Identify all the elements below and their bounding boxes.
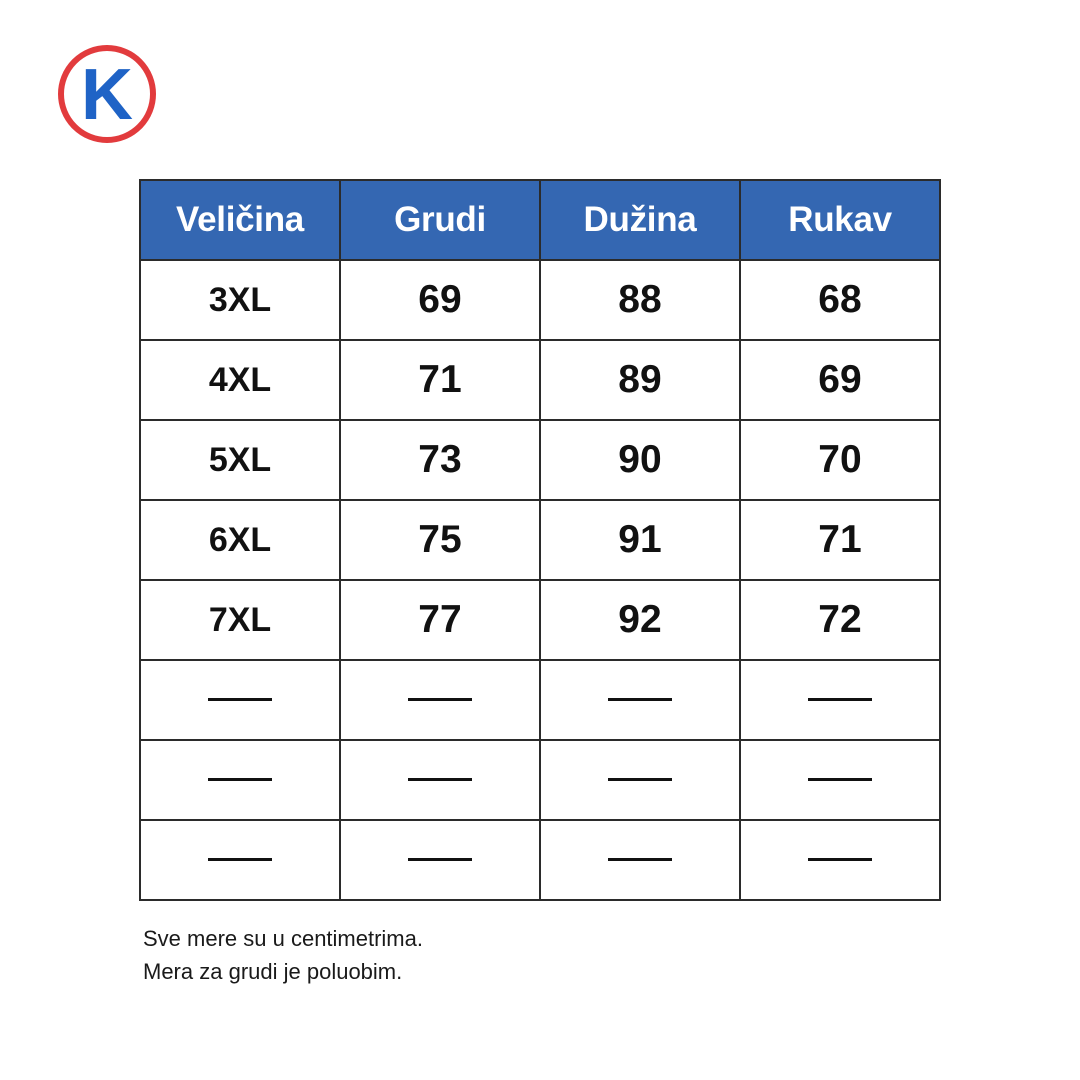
- measurement-notes: [143, 922, 423, 988]
- table-row: [140, 340, 940, 420]
- empty-cell: [140, 820, 340, 900]
- note-chest: Mera za grudi je poluobim.: [143, 959, 403, 984]
- header-grudi: Grudi: [340, 180, 540, 260]
- dash-placeholder: [608, 778, 672, 781]
- empty-cell: [740, 660, 940, 740]
- duzina-cell: 88: [540, 260, 740, 340]
- logo-letter: K: [81, 55, 133, 135]
- size-cell: 5XL: [140, 420, 340, 500]
- size-cell: 6XL: [140, 500, 340, 580]
- size-cell: 7XL: [140, 580, 340, 660]
- grudi-cell: 73: [340, 420, 540, 500]
- dash-placeholder: [208, 778, 272, 781]
- dash-placeholder: [408, 778, 472, 781]
- dash-placeholder: [808, 778, 872, 781]
- table-row: [140, 500, 940, 580]
- note-units: Sve mere su u centimetrima.: [143, 926, 423, 951]
- brand-logo: [57, 44, 157, 144]
- empty-cell: [540, 740, 740, 820]
- table-header-row: [140, 180, 940, 260]
- dash-placeholder: [408, 858, 472, 861]
- rukav-cell: 71: [740, 500, 940, 580]
- empty-cell: [740, 820, 940, 900]
- empty-table-row: [140, 660, 940, 740]
- grudi-cell: 69: [340, 260, 540, 340]
- empty-cell: [540, 660, 740, 740]
- grudi-cell: 77: [340, 580, 540, 660]
- rukav-cell: 72: [740, 580, 940, 660]
- dash-placeholder: [208, 858, 272, 861]
- empty-cell: [740, 740, 940, 820]
- table-row: [140, 260, 940, 340]
- dash-placeholder: [608, 858, 672, 861]
- dash-placeholder: [208, 698, 272, 701]
- table-row: [140, 420, 940, 500]
- duzina-cell: 89: [540, 340, 740, 420]
- table-row: [140, 580, 940, 660]
- header-velicina: Veličina: [140, 180, 340, 260]
- rukav-cell: 68: [740, 260, 940, 340]
- duzina-cell: 92: [540, 580, 740, 660]
- dash-placeholder: [808, 858, 872, 861]
- dash-placeholder: [608, 698, 672, 701]
- size-cell: 4XL: [140, 340, 340, 420]
- rukav-cell: 69: [740, 340, 940, 420]
- empty-cell: [340, 740, 540, 820]
- size-cell: 3XL: [140, 260, 340, 340]
- empty-cell: [340, 820, 540, 900]
- size-chart-table: [139, 179, 941, 901]
- empty-cell: [140, 660, 340, 740]
- rukav-cell: 70: [740, 420, 940, 500]
- header-duzina: Dužina: [540, 180, 740, 260]
- dash-placeholder: [408, 698, 472, 701]
- duzina-cell: 90: [540, 420, 740, 500]
- empty-table-row: [140, 820, 940, 900]
- empty-table-row: [140, 740, 940, 820]
- header-rukav: Rukav: [740, 180, 940, 260]
- empty-cell: [340, 660, 540, 740]
- empty-cell: [140, 740, 340, 820]
- grudi-cell: 71: [340, 340, 540, 420]
- duzina-cell: 91: [540, 500, 740, 580]
- empty-cell: [540, 820, 740, 900]
- grudi-cell: 75: [340, 500, 540, 580]
- dash-placeholder: [808, 698, 872, 701]
